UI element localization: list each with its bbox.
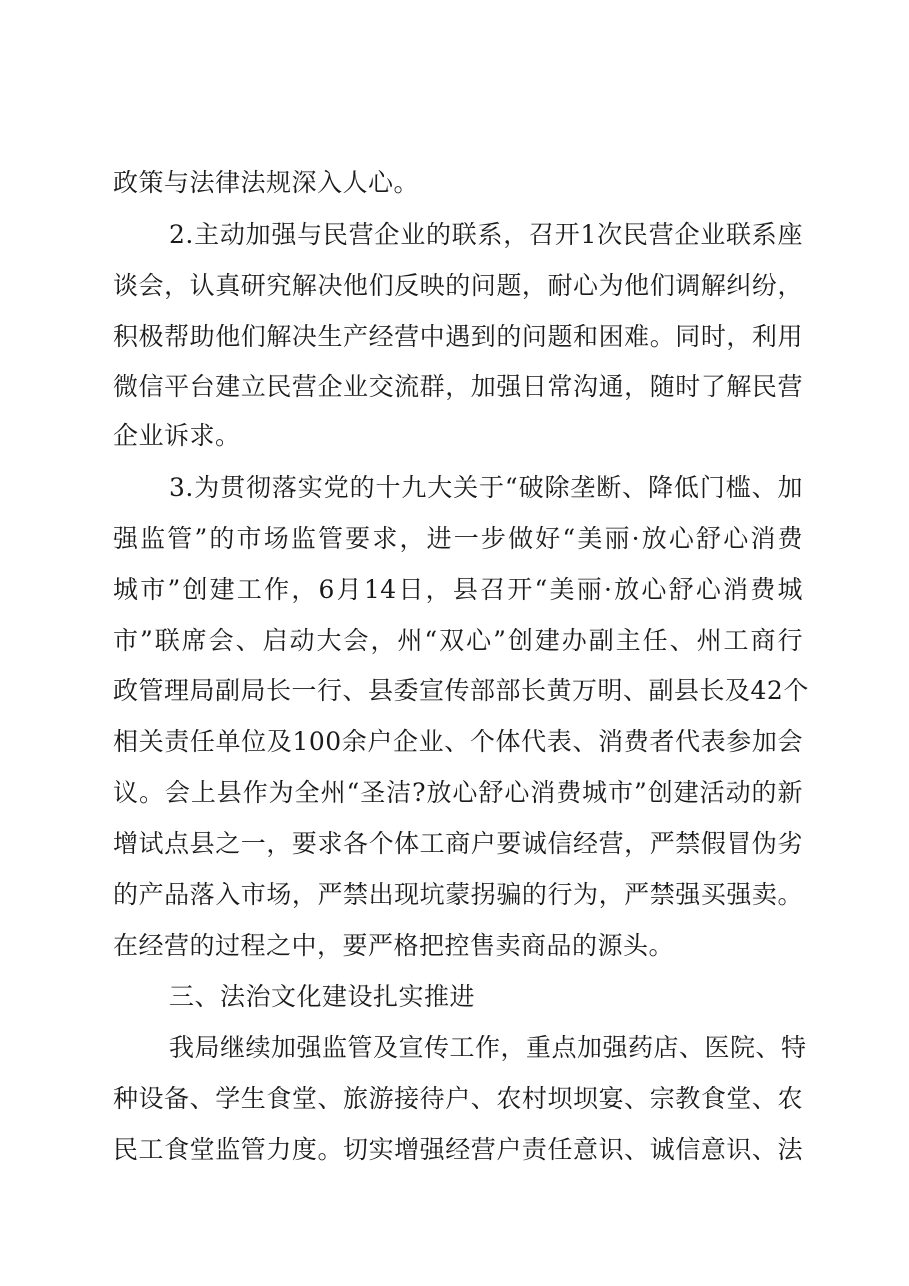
section-heading: 三、法治文化建设扎实推进 [169, 982, 476, 1011]
text-line: 相关责任单位及100余户企业、个体代表、消费者代表参加会 [113, 727, 803, 756]
text-line: 增试点县之一，要求各个体工商户要诚信经营，严禁假冒伪劣 [113, 829, 803, 858]
text-line: 议。会上县作为全州“圣洁?放心舒心消费城市”创建活动的新 [113, 778, 803, 807]
text-line: 在经营的过程之中，要严格把控售卖商品的源头。 [113, 931, 675, 960]
text-line: 城市”创建工作，6月14日，县召开“美丽·放心舒心消费城 [113, 575, 803, 604]
text-line: 民工食堂监管力度。切实增强经营户责任意识、诚信意识、法 [113, 1135, 803, 1164]
text-line: 3.为贯彻落实党的十九大关于“破除垄断、降低门槛、加 [169, 473, 803, 502]
text-line: 种设备、学生食堂、旅游接待户、农村坝坝宴、宗教食堂、农 [113, 1084, 803, 1113]
text-line: 谈会，认真研究解决他们反映的问题，耐心为他们调解纠纷， [113, 271, 803, 300]
text-line: 市”联席会、启动大会，州“双心”创建办副主任、州工商行 [113, 626, 803, 655]
text-line: 政管理局副局长一行、县委宣传部部长黄万明、副县长及42个 [113, 676, 809, 705]
text-line: 微信平台建立民营企业交流群，加强日常沟通，随时了解民营 [113, 372, 803, 401]
text-line: 强监管”的市场监管要求，进一步做好“美丽·放心舒心消费 [113, 524, 803, 553]
text-line: 政策与法律法规深入人心。 [113, 168, 420, 197]
text-line: 的产品落入市场，严禁出现坑蒙拐骗的行为，严禁强买强卖。 [113, 880, 803, 909]
text-line: 积极帮助他们解决生产经营中遇到的问题和困难。同时，利用 [113, 322, 803, 351]
text-line: 我局继续加强监管及宣传工作，重点加强药店、医院、特 [169, 1033, 807, 1062]
text-line: 2.主动加强与民营企业的联系，召开1次民营企业联系座 [169, 220, 803, 249]
text-line: 企业诉求。 [113, 421, 241, 450]
